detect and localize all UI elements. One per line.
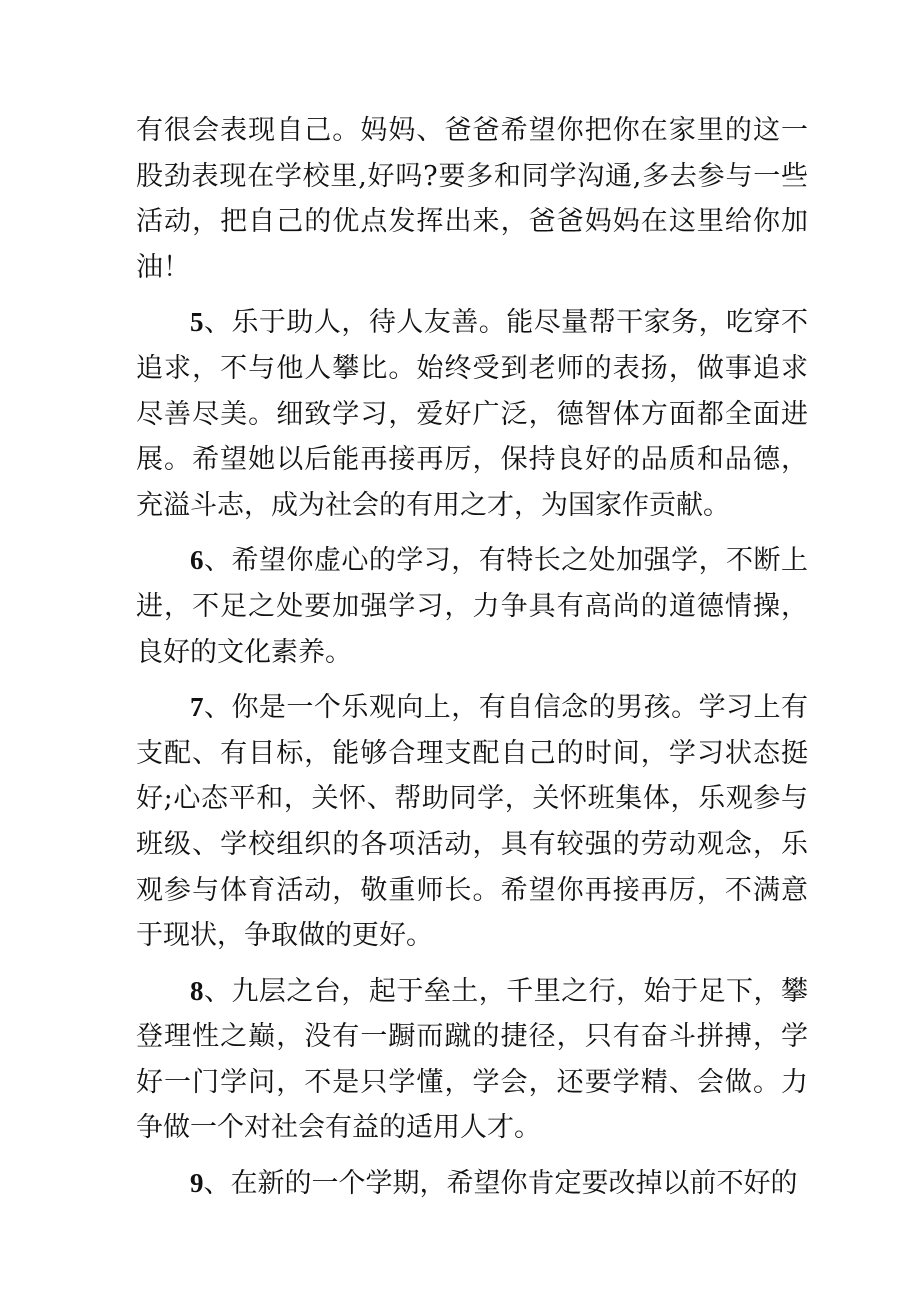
- paragraph-continued: [136, 108, 808, 290]
- paragraph-text: 、你是一个乐观向上，有自信念的男孩。学习上有支配、有目标，能够合理支配自己的时间，学习状态挺好;心态平和，关怀、帮助同学，关怀班集体，乐观参与班级、学校组织的各项活动，具有较强的劳动观念，乐观参与体育活动，敬重师长。希望你再接再厉，不满意于现状，争取做的更好。: [136, 692, 808, 952]
- paragraph-text: 、在新的一个学期，希望你肯定要改掉以前不好的: [203, 1168, 798, 1200]
- paragraph-item-6: [136, 538, 808, 675]
- paragraph-text: 、希望你虚心的学习，有特长之处加强学，不断上进，不足之处要加强学习，力争具有高尚的道德情操，良好的文化素养。: [136, 545, 808, 668]
- document-page: [136, 108, 808, 1207]
- item-number: 5: [190, 307, 204, 338]
- item-number: 9: [190, 1168, 204, 1199]
- paragraph-text: 、九层之台，起于垒土，千里之行，始于足下，攀登理性之巅，没有一蹰而蹴的捷径，只有奋斗拼搏，学好一门学问，不是只学懂，学会，还要学精、会做。力争做一个对社会有益的适用人才。: [136, 975, 808, 1144]
- item-number: 7: [190, 692, 204, 723]
- paragraph-item-5: [136, 300, 808, 528]
- paragraph-item-8: [136, 969, 808, 1151]
- paragraph-item-9: [136, 1161, 808, 1207]
- paragraph-text: 有很会表现自己。妈妈、爸爸希望你把你在家里的这一股劲表现在学校里,好吗?要多和同学沟通,多去参与一些活动，把自己的优点发挥出来，爸爸妈妈在这里给你加油！: [136, 115, 808, 283]
- paragraph-item-7: [136, 685, 808, 959]
- item-number: 8: [190, 975, 204, 1006]
- item-number: 6: [190, 545, 204, 576]
- paragraph-text: 、乐于助人，待人友善。能尽量帮干家务，吃穿不追求，不与他人攀比。始终受到老师的表扬，做事追求尽善尽美。细致学习，爱好广泛，德智体方面都全面进展。希望她以后能再接再厉，保持良好的品质和品德，充溢斗志，成为社会的有用之才，为国家作贡献。: [136, 307, 808, 521]
